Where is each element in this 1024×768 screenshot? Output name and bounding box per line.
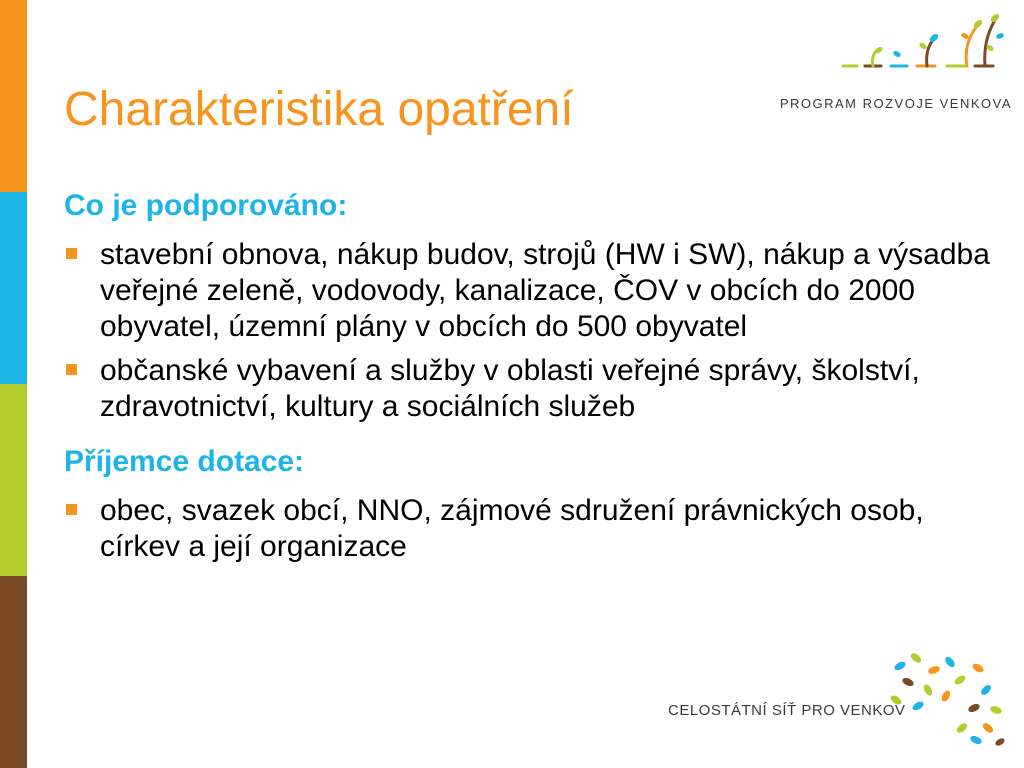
stripe-lime (0, 384, 27, 576)
bullet-list (64, 493, 994, 565)
stripe-brown (0, 576, 27, 768)
leaf-cluster-icon (888, 650, 1008, 750)
stripe-orange (0, 0, 27, 192)
page-title: Charakteristika opatření (64, 83, 574, 136)
sprout-logo-icon (835, 10, 1010, 95)
slide-content (64, 183, 994, 579)
bullet-text: občanské vybavení a služby v oblasti veřejné správy, školství, zdravotnictví, kultury a sociálních služeb (100, 354, 920, 423)
bullet-text: obec, svazek obcí, NNO, zájmové sdružení právnických osob, církev a její organizace (100, 494, 924, 563)
celostatni-logo-text: CELOSTÁTNÍ SÍŤ PRO VENKOV (668, 702, 906, 719)
bullet-item (64, 493, 994, 565)
bullet-text: stavební obnova, nákup budov, strojů (HW i SW), nákup a výsadba veřejné zeleně, vodovody, kanalizace, ČOV v obcích do 2000 obyvatel, územní plány v obcích do 500 obyvatel (100, 238, 990, 343)
bullet-list (64, 237, 994, 425)
section-heading: Co je podporováno: (64, 189, 348, 222)
section-supported (64, 183, 994, 425)
celostatni-sit-logo (668, 650, 1008, 750)
square-bullet-icon (66, 364, 77, 375)
section-recipients (64, 439, 994, 565)
program-logo-text: PROGRAM ROZVOJE VENKOVA (779, 96, 1012, 111)
square-bullet-icon (66, 504, 77, 515)
section-heading: Příjemce dotace: (64, 445, 305, 478)
bullet-item (64, 237, 994, 345)
bullet-item (64, 353, 994, 425)
square-bullet-icon (66, 248, 77, 259)
program-rozvoje-venkova-logo (779, 10, 1012, 111)
stripe-cyan (0, 192, 27, 384)
